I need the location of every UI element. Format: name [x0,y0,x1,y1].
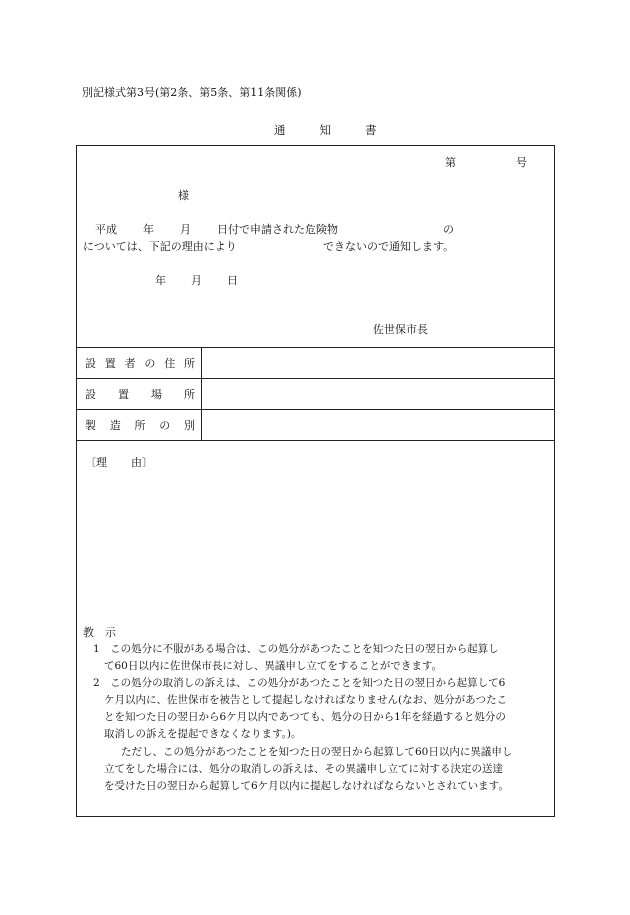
instruction-2-line-1: 2 この処分の取消しの訴えは、この処分があつたことを知つた日の翌日から起算して6 [93,677,506,689]
line1-tsuki: 月 [180,223,191,236]
instruction-2-line-4: 取消しの訴えを提起できなくなります。)。 [104,728,302,740]
instruction-1-line-2: て60日以内に佐世保市長に対し、異議申し立てをすることができます。 [104,660,443,672]
date-nen: 年 [155,274,166,287]
line1-application-text: 日付で申請された危険物 [217,223,338,236]
instruction-2-line-3: とを知つた日の翌日から6ケ月以内であつても、処分の日から1年を経過すると処分の [104,711,506,723]
title-char-1: 通 [274,123,286,137]
instruction-2-line-2: ケ月以内に、佐世保市を被告として提起しなければなりません(なお、処分があつたこ [104,694,508,706]
reason-label-close: 由〕 [131,456,153,469]
row-label-owner-address: 設 置 者 の 住 所 [85,357,195,370]
instruction-3-line-3: を受けた日の翌日から起算して6ケ月以内に提起しなければならないとされています。 [104,780,509,792]
document-title [274,123,377,137]
line2-notice-text: できないので通知します。 [323,240,455,253]
form-title: 別記様式第3号(第2条、第5条、第11条関係) [82,86,302,99]
row-divider [77,378,554,379]
column-divider [201,347,202,440]
line1-heisei: 平成 [95,223,117,236]
row-divider [77,409,554,410]
title-char-3: 書 [365,123,377,137]
instructions-title: 教 示 [83,626,116,639]
reason-label-open: 〔理 [85,456,107,469]
title-char-2: 知 [319,123,331,137]
line2-reason-text: については、下記の理由により [83,240,237,253]
instruction-1-line-1: 1 この処分に不服がある場合は、この処分があつたことを知つた日の翌日から起算し [93,643,499,655]
row-divider [77,440,554,441]
line1-nen: 年 [143,223,154,236]
addressee-sama: 様 [178,189,189,202]
date-tsuki: 月 [191,274,202,287]
issuer-name: 佐世保市長 [373,323,428,336]
number-dai: 第 [445,156,456,169]
row-divider [77,347,554,348]
instruction-3-line-2: 立てをした場合には、処分の取消しの訴えは、その異議申し立てに対する決定の送達 [104,763,503,775]
instruction-3-line-1: ただし、この処分があつたことを知つた日の翌日から起算して60日以内に異議申し [121,746,513,758]
row-label-facility-type: 製 造 所 の 別 [85,419,195,432]
line1-no: の [443,223,454,236]
number-gou: 号 [516,156,527,169]
form-frame [76,145,555,817]
row-label-installation-site: 設 置 場 所 [85,388,195,401]
date-hi: 日 [227,274,238,287]
